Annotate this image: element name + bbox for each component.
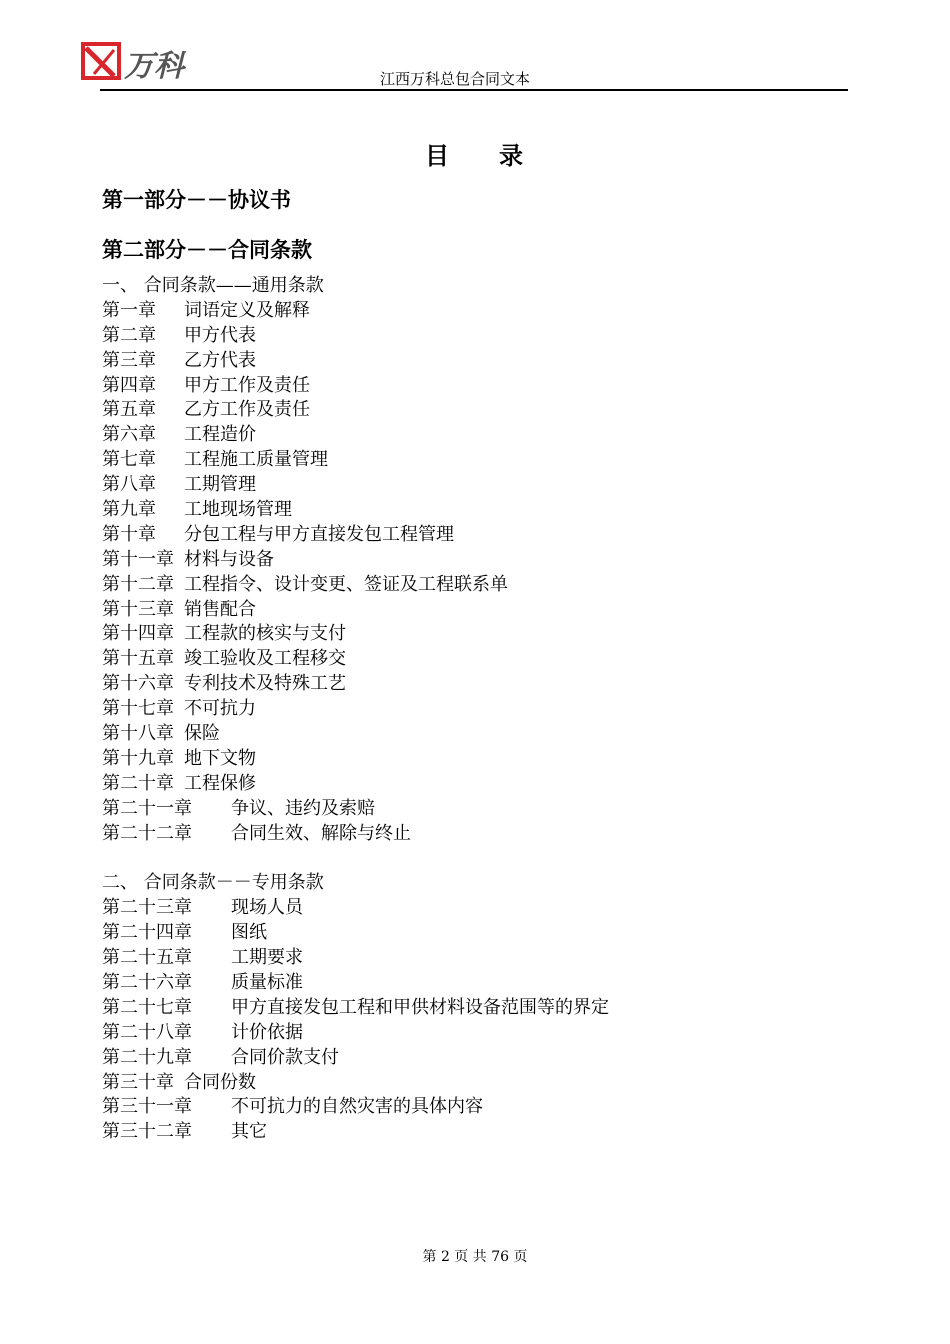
toc-section-special: 二、 合同条款－－专用条款 [102,872,324,894]
toc-chapter-entry [102,647,346,672]
toc-chapter-entry [102,1071,324,1096]
chapter-title: 乙方代表 [184,349,256,371]
toc-chapter-entry [102,548,324,573]
chapter-number: 第二十九章 [102,1046,192,1068]
chapter-title: 地下文物 [184,747,256,769]
chapter-number: 第一章 [102,299,156,321]
chapter-title: 甲方工作及责任 [184,374,310,396]
toc-chapter-entry [102,747,324,772]
toc-section-general: 一、 合同条款——通用条款 [102,275,324,296]
toc-chapter-entry [102,1095,483,1120]
chapter-number: 第二十八章 [102,1021,192,1043]
chapter-number: 第十五章 [102,648,174,670]
chapter-number: 第七章 [102,449,156,471]
chapter-title: 图纸 [231,922,267,944]
toc-chapter-entry [102,498,324,523]
chapter-title: 词语定义及解释 [184,299,310,321]
chapter-title: 工程款的核实与支付 [184,623,346,645]
chapter-title: 合同份数 [184,1071,256,1093]
chapter-number: 第二十章 [102,772,174,794]
chapter-number: 第二十二章 [102,822,192,844]
chapter-title: 合同生效、解除与终止 [231,822,411,844]
toc-chapter-entry [102,299,324,324]
toc-chapter-entry [102,672,346,697]
chapter-title: 工期要求 [231,947,303,969]
toc-chapter-entry [102,722,324,747]
chapter-number: 第二十七章 [102,996,192,1018]
chapter-title: 分包工程与甲方直接发包工程管理 [184,523,454,545]
toc-chapter-entry [102,423,324,448]
vanke-logo-mark [80,40,220,84]
page-footer: 第 2 页 共 76 页 [422,1249,528,1265]
toc-chapter-entry [102,946,324,971]
chapter-number: 第二十五章 [102,947,192,969]
toc-chapter-entry [102,822,411,847]
chapter-number: 第二十四章 [102,922,192,944]
chapter-number: 第二十六章 [102,971,192,993]
toc-chapter-entry [102,573,508,598]
chapter-number: 第十九章 [102,747,174,769]
chapter-number: 第三章 [102,349,156,371]
toc-part-2: 第二部分－－合同条款 [102,237,312,262]
toc-chapter-entry [102,996,609,1021]
header-divider [100,89,848,91]
chapter-number: 第二十三章 [102,897,192,919]
chapter-title: 争议、违约及索赔 [231,797,375,819]
toc-chapter-entry [102,473,324,498]
chapter-number: 第三十二章 [102,1121,192,1143]
chapter-number: 第二十一章 [102,797,192,819]
chapter-number: 第六章 [102,424,156,446]
chapter-number: 第十四章 [102,623,174,645]
chapter-title: 竣工验收及工程移交 [184,648,346,670]
chapter-number: 第三十一章 [102,1096,192,1118]
chapter-title: 乙方工作及责任 [184,399,310,421]
chapter-number: 第四章 [102,374,156,396]
document-header-title: 江西万科总包合同文本 [380,70,531,88]
toc-chapter-entry [102,921,324,946]
chapter-title: 合同价款支付 [231,1046,339,1068]
toc-chapter-entry [102,971,324,996]
toc-chapter-entry [102,374,324,399]
chapter-number: 第十一章 [102,548,174,570]
chapter-title: 专利技术及特殊工艺 [184,673,346,695]
toc-chapter-entry [102,523,454,548]
chapter-number: 第十六章 [102,673,174,695]
toc-chapter-entry [102,1046,339,1071]
toc-chapter-entry [102,772,324,797]
chapter-number: 第十八章 [102,723,174,745]
chapter-number: 第十三章 [102,598,174,620]
toc-title-char-1: 目 [425,141,451,170]
chapter-title: 质量标准 [231,971,303,993]
chapter-number: 第二章 [102,324,156,346]
chapter-number: 第五章 [102,399,156,421]
chapter-title: 工地现场管理 [184,499,292,521]
toc-part-1: 第一部分－－协议书 [102,187,291,212]
toc-chapter-entry [102,1120,324,1145]
toc-chapter-entry [102,598,324,623]
toc-chapter-entry [102,349,324,374]
chapter-title: 不可抗力的自然灾害的具体内容 [231,1096,483,1118]
chapter-title: 工程施工质量管理 [184,449,328,471]
chapter-number: 第九章 [102,499,156,521]
toc-chapter-entry [102,448,328,473]
chapter-title: 甲方代表 [184,324,256,346]
chapter-number: 第三十章 [102,1071,174,1093]
toc-list [102,274,609,1145]
chapter-title: 不可抗力 [184,698,256,720]
toc-chapter-entry [102,622,346,647]
blank-line [102,846,324,871]
chapter-title: 其它 [231,1121,267,1143]
chapter-title: 材料与设备 [184,548,274,570]
chapter-number: 第十章 [102,523,156,545]
toc-title [0,136,950,171]
svg-text:万科: 万科 [124,49,184,84]
toc-chapter-entry [102,896,324,921]
toc-chapter-entry [102,1021,324,1046]
vanke-logo [80,40,220,84]
chapter-title: 工程保修 [184,772,256,794]
toc-chapter-entry [102,398,324,423]
chapter-number: 第十二章 [102,573,174,595]
chapter-number: 第八章 [102,474,156,496]
chapter-title: 工期管理 [184,474,256,496]
chapter-title: 工程指令、设计变更、签证及工程联系单 [184,573,508,595]
chapter-title: 计价依据 [231,1021,303,1043]
chapter-title: 甲方直接发包工程和甲供材料设备范围等的界定 [231,996,609,1018]
toc-chapter-entry [102,797,375,822]
chapter-title: 工程造价 [184,424,256,446]
toc-chapter-entry [102,697,324,722]
chapter-title: 销售配合 [184,598,256,620]
toc-chapter-entry [102,324,324,349]
toc-title-char-2: 录 [499,141,525,170]
chapter-title: 现场人员 [231,897,303,919]
chapter-title: 保险 [184,723,220,745]
chapter-number: 第十七章 [102,698,174,720]
